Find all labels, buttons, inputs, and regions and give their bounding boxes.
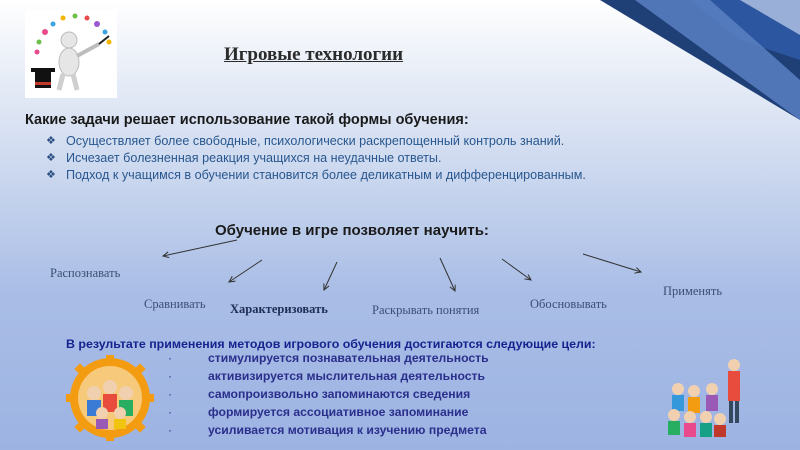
list-item: · самопроизвольно запоминаются сведения xyxy=(168,387,471,401)
skill-distinguish: Распознавать xyxy=(50,266,121,280)
list-item: · стимулируется познавательная деятельность xyxy=(168,351,489,365)
arrow-justify xyxy=(502,259,531,280)
list-item: ❖ Подход к учащимся в обучении становится более деликатным и дифференцированным. xyxy=(46,168,586,182)
skill-reveal-concepts: Раскрывать понятия xyxy=(372,303,480,317)
list-item: · усиливается мотивация к изучению предмета xyxy=(168,423,487,437)
goals-list xyxy=(168,349,489,439)
arrow-concepts xyxy=(440,258,455,291)
kids-group-icon xyxy=(664,355,754,441)
arrow-compare xyxy=(229,260,262,282)
tasks-question: Какие задачи решает использование такой формы обучения: xyxy=(25,112,469,128)
skill-characterize: Характеризовать xyxy=(230,302,328,316)
slide-title: Игровые технологии xyxy=(224,44,404,65)
skill-justify: Обосновывать xyxy=(530,297,607,311)
arrow-distinguish xyxy=(163,240,237,256)
list-item: · формируется ассоциативное запоминание xyxy=(168,405,469,419)
skill-apply: Применять xyxy=(663,284,723,298)
diamond-bullet-icon: ❖ xyxy=(46,169,56,181)
diamond-bullet-icon: ❖ xyxy=(46,152,56,164)
arrow-characterize xyxy=(324,262,337,290)
learning-heading: Обучение в игре позволяет научить: xyxy=(215,222,489,239)
results-heading: В результате применения методов игрового обучения достигаются следующие цели: xyxy=(66,337,596,351)
list-item: ❖ Осуществляет более свободные, психологически раскрепощенный контроль знаний. xyxy=(46,134,565,148)
list-item: ❖ Исчезает болезненная реакция учащихся на неудачные ответы. xyxy=(46,151,442,165)
diamond-bullet-icon: ❖ xyxy=(46,135,56,147)
skill-compare: Сравнивать xyxy=(144,297,206,311)
list-item: · активизируется мыслительная деятельность xyxy=(168,369,486,383)
arrow-apply xyxy=(583,254,641,272)
children-gear-icon xyxy=(64,355,156,441)
